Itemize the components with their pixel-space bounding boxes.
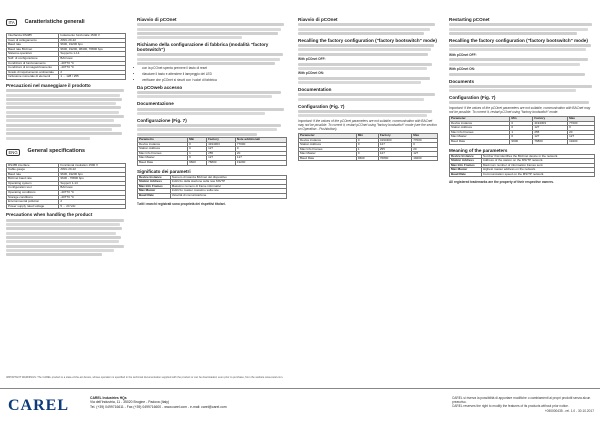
important-note-en: Important: if the values of the pCOnet parameters are not suitable, communication with BACnet may not be possible. To correct it, restart pCOnet using "factory bootswitch" mode. [449,105,591,114]
important-note-c: Important: if the values of the pCOnet parameters are not suitable, communication with BACnet may not be possible. To correct it, restart pCOnet using "factory bootswitch" mode (see the section on Operation - Pushbutton). [298,118,437,131]
general-specs-title-en: General specifications [27,148,86,155]
param-c-header-cell: Parameter [299,133,357,138]
param-c-cell: 255 [378,147,411,152]
spec-it-cell: Inclusione numerale di elementi [7,75,59,80]
factory-recall-title-c: Recalling the factory configuration ("factory bootswitch" mode) [298,37,437,43]
spec-it-cell: BACview [59,56,126,61]
param-c-cell: Max Master [299,152,357,157]
param-it-header-cell: Min [188,138,207,143]
page-footer [0,388,600,425]
factory-recall-title-en: Recalling the factory configuration ("factory bootswitch" mode) [449,37,588,43]
spec-en-cell: Power supply rated voltage [7,204,59,209]
meaning-it-row [138,193,287,198]
factory-steps-list-it [137,66,287,81]
meaning-en-cell: Max Info Frames [450,163,482,168]
param-en-header-cell: Max [568,116,595,121]
meaning-it-cell: Massimo numero di frame informativi [170,184,286,189]
param-c-cell: 77000 [412,138,438,143]
parameter-table-en [449,116,595,145]
meaning-table-en [449,154,595,178]
spec-it-cell: 9600, 19200 bps [59,43,126,48]
spec-it-cell: 1 ... 128 / 255 [59,75,126,80]
param-en-header-cell: Factory [533,116,568,121]
spec-it-cell: Sistema operativo [7,52,59,57]
param-it-cell: Station Address [138,147,188,152]
spec-en-cell: -40T70 °C [59,191,126,196]
spec-it-cell: AWG 20-22 [59,38,126,43]
meaning-en-cell: Device Instance [450,154,482,159]
spec-en-cell: Storage conditions [7,195,59,200]
spec-en-cell: Cable gauge [7,168,59,173]
meaning-it-cell: Indirizzo della stazione sulla rete MS/TP [170,180,286,185]
with-pconet-on-en: With pCOnet ON: [449,66,475,71]
spec-en-cell: 5 ... 24 Vdc [59,204,126,209]
handling-text-en [6,219,126,256]
spec-it-cell: -40T70 °C [59,61,126,66]
param-it-cell: 76800 [207,161,236,166]
spec-it-cell: Grado di inquinamento ambientale [7,70,59,75]
legal-warnings: IMPORTANT WARNINGS: The CAREL product is a state-of-the-art device, whose operation is specified in the technical documentation supplied with the product or can be downloaded, even prior to purchase, from the website www.carel.com. [6,376,284,379]
company-address-block [90,396,290,409]
spec-en-cell: AWG 20-22 [59,168,126,173]
param-it-cell: Baud Rate [138,161,188,166]
spec-en-cell: Operating conditions [7,191,59,196]
param-en-cell: 0 [568,126,595,131]
param-c-row [299,156,438,161]
param-c-cell: 0 [356,138,378,143]
param-it-cell: 9600 [188,161,207,166]
spec-en-cell: Support 1-14 [59,181,126,186]
param-it-header-cell: Note addizionali [235,138,286,143]
param-it-cell: 127 [235,156,286,161]
param-en-cell: 20 [568,130,595,135]
param-c-cell: 0 [412,143,438,148]
param-it-cell: 0 [188,142,207,147]
parameter-table-c [298,133,438,162]
handling-precautions-title-it: Precauzioni nel maneggiare il prodotto [6,82,91,88]
param-en-cell: 4194303 [533,121,568,126]
column-italian-english-specs [6,14,126,257]
spec-it-cell: Baud rate [7,43,59,48]
param-it-cell: Max Info Frames [138,151,188,156]
param-en-cell: Station Address [450,126,510,131]
handling-precautions-title-en: Precautions when handling the product [6,212,93,218]
company-address: Via dell'Industria, 11 - 35020 Brugine - Padova (Italy) [90,400,170,405]
param-en-cell: 255 [533,130,568,135]
param-c-cell: 0 [356,152,378,157]
spec-en-cell: 9600 - 76800 bps [59,177,126,182]
list-item: • verificare che pCOnet si riavvii con i valori di fabbrica [142,78,287,82]
meaning-en-cell: Highest master address on the network. [481,168,594,173]
param-c-header-cell: Min [356,133,378,138]
param-en-header-cell: Min [510,116,533,121]
spec-table-it [6,33,126,80]
param-en-cell: 127 [568,135,595,140]
meaning-it-cell: Velocità di comunicazione [170,193,286,198]
param-en-cell: 0 [510,121,533,126]
restart-title-it: Riavvio di pCOnet [137,17,177,22]
spec-it-cell: Interfaccia RS485 [7,34,59,39]
param-it-cell: 127 [207,156,236,161]
meaning-title-it: Significato dei parametri [137,168,191,174]
spec-it-cell: Condizioni di funzionamento [7,61,59,66]
param-c-cell: 76800 [378,156,411,161]
notice-en: CAREL reserves the right to modify the features of its products without prior notice. [452,404,569,409]
spec-it-cell: Baud rate BACnet [7,47,59,52]
carel-logo: CAREL [8,397,70,414]
spec-it-cell: Cavo di collegamento [7,38,59,43]
column-italian-config-2 [298,14,438,164]
param-it-cell: 127 [207,147,236,152]
documentation-title-it: Documentazione [137,101,174,107]
param-it-cell: 20 [235,151,286,156]
meaning-en-cell: Baud Rate [450,172,482,177]
param-c-cell: 127 [412,152,438,157]
param-it-cell: Device instance [138,142,188,147]
param-it-header-cell: Factory [207,138,236,143]
spec-it-cell: Supporto 1-14 [59,52,126,57]
spec-en-row [7,204,126,209]
restart-title-c: Riavvio di pCOnet [298,17,338,22]
param-it-cell: 0 [188,147,207,152]
notice-it: CAREL si riserva la possibilità di apportare modifiche o cambiamenti ai propri prodotti senza alcun preavviso. [452,396,591,405]
param-en-cell: 0 [510,135,533,140]
documentation-title-c: Documentation [298,87,332,93]
column-english-config [449,14,595,186]
param-en-cell: Baud Rate [450,139,510,144]
configuration-title-it: Configurazione (Fig. 7) [137,117,187,123]
meaning-table-it [137,175,287,199]
meaning-en-cell: Communication speed on the MS/TP network. [481,172,594,177]
param-en-cell: 127 [533,126,568,131]
meaning-it-cell: Max Info Frames [138,184,171,189]
param-c-header-cell: Factory [378,133,411,138]
meaning-it-cell: Max Master [138,189,171,194]
with-pconet-off-en: With pCOnet OFF: [449,52,477,57]
general-specs-title-it: Caratteristiche generali [24,18,85,25]
spec-en-cell: BACnet baud rate [7,177,59,182]
meaning-it-cell: Numero di istanza BACnet del dispositivo [170,175,286,180]
param-c-cell: 9600 [356,156,378,161]
list-item: • rilasciare il tasto e attendere il lampeggio del LED [142,72,287,76]
meaning-it-cell: Device Instance [138,175,171,180]
spec-it-row [7,75,126,80]
param-c-cell: Baud Rate [299,156,357,161]
documents-title-en: Documents [449,78,475,84]
meaning-en-cell: Station Address [450,159,482,164]
meaning-en-row [450,172,595,177]
with-pconet-on-c: With pCOnet ON: [298,71,324,76]
param-en-cell: 1 [510,130,533,135]
configuration-title-en: Configuration (Fig. 7) [449,95,496,101]
language-badge-ita: ITA [6,19,17,26]
param-c-cell: 19200 [412,156,438,161]
param-it-cell: 19200 [235,161,286,166]
with-pconet-off-c: With pCOnet OFF: [298,57,326,62]
param-c-cell: Station Address [299,143,357,148]
spec-it-cell: 9600, 19200, 38400, 76800 bps [59,47,126,52]
spec-en-cell: RS485 interface [7,163,59,168]
meaning-en-cell: Address of the station on the MS/TP network. [481,159,594,164]
parameter-table-it [137,137,287,166]
param-it-header-cell: Parametro [138,138,188,143]
param-it-cell: Max Master [138,156,188,161]
trademark-note-it: Tutti i marchi registrati sono proprietà dei rispettivi titolari. [137,201,226,206]
spec-it-cell: Suff. di configurazione [7,56,59,61]
param-en-cell: Max Master [450,135,510,140]
meaning-it-cell: Baud Rate [138,193,171,198]
param-it-row [138,161,287,166]
trademark-note-en: All registered trademarks are the property of their respective owners. [449,180,554,185]
param-it-cell: 1 [188,151,207,156]
meaning-it-cell: Indirizzo master massimo sulla rete [170,189,286,194]
param-en-cell: 76800 [533,139,568,144]
spec-en-cell: Functional insulation 1500 V [59,163,126,168]
param-c-cell: 127 [378,143,411,148]
document-code: +050000435 - rel. 1.0 - 30.10.2017 [544,408,594,413]
spec-en-cell: 9600, 19200 bps [59,172,126,177]
param-c-cell: 1 [356,147,378,152]
param-c-cell: Max Info Frames [299,147,357,152]
meaning-it-cell: Station Address [138,180,171,185]
param-c-cell: Device instance [299,138,357,143]
param-c-cell: 20 [412,147,438,152]
spec-en-cell: Operating system [7,181,59,186]
column-italian-config [137,14,287,207]
meaning-en-cell: Max Master [450,168,482,173]
spec-en-cell: Configuration tool [7,186,59,191]
list-item: • con la pCOnet spenta premere il tasto di reset [142,66,287,70]
param-it-cell: 4194303 [207,142,236,147]
param-en-cell: 127 [533,135,568,140]
spec-en-cell: BACview [59,186,126,191]
company-contacts: Tel. (+39) 0499716611 - Fax (+39) 0499716600 - www.carel.com - e-mail: carel@carel.com [90,404,227,409]
param-it-cell: 255 [207,151,236,156]
spec-it-cell: -40T70 °C [59,66,126,71]
param-en-cell: Device instance [450,121,510,126]
spec-en-cell: 2 [59,200,126,205]
meaning-en-cell: Maximum number of information frames sent. [481,163,594,168]
handling-text-it [6,89,126,139]
restart-title-en: Restarting pCOnet [449,17,490,22]
configuration-title-c: Configuration (Fig. 7) [298,103,345,109]
param-en-cell: 0 [510,126,533,131]
spec-en-cell: Environmental pollution [7,200,59,205]
meaning-title-en: Meaning of the parameters [449,147,508,153]
pcoweb-access-title-it: Da pCOweb accesso [137,84,183,90]
param-en-cell: Max Info Frames [450,130,510,135]
footer-notice [452,396,594,413]
spec-it-cell: Condizioni di immagazzinamento [7,66,59,71]
param-c-header-cell: Max [412,133,438,138]
company-name: CAREL Industries HQs [90,396,127,400]
spec-it-cell: Isolamento funzionale 1500 V [59,34,126,39]
param-it-cell: 0 [235,147,286,152]
param-en-cell: 77000 [568,121,595,126]
param-en-header-cell: Parameter [450,116,510,121]
language-badge-eng: ENG [6,149,20,156]
spec-table-en [6,163,126,210]
param-it-cell: 77000 [235,142,286,147]
param-c-cell: 0 [356,143,378,148]
param-en-cell: 9600 [510,139,533,144]
spec-en-cell: Baud rate [7,172,59,177]
param-c-cell: 4194303 [378,138,411,143]
param-en-cell: 19200 [568,139,595,144]
param-c-cell: 127 [378,152,411,157]
param-en-row [450,139,595,144]
factory-recall-title-it: Richiamo della configurazione di fabbrica (modalità "factory bootswitch") [137,42,269,53]
spec-en-cell: -40T70 °C [59,195,126,200]
meaning-en-cell: Number that identifies the BACnet device in the network. [481,154,594,159]
param-it-cell: 0 [188,156,207,161]
spec-it-cell: 2 [59,70,126,75]
